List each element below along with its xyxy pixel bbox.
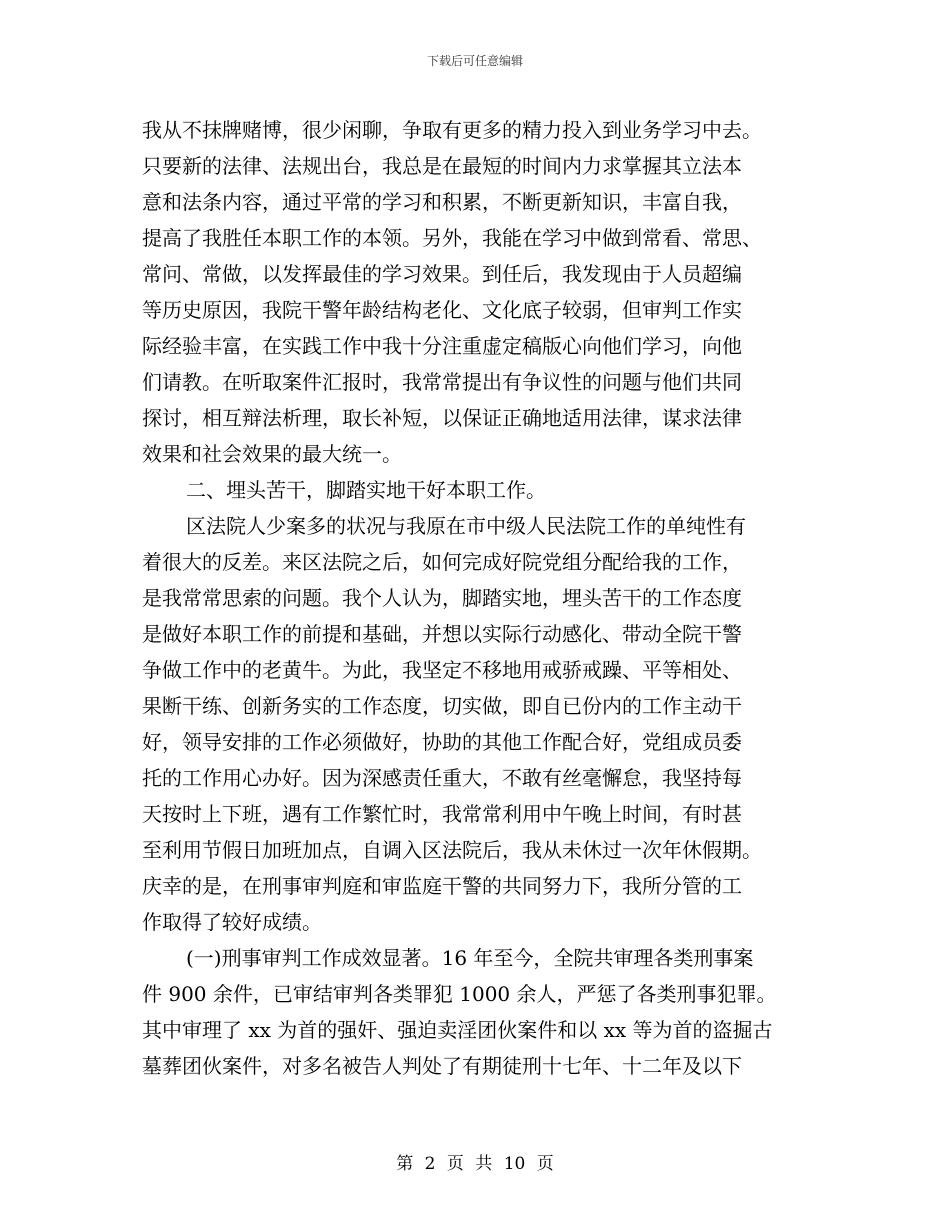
text-line: 我从不抹牌赌博，很少闲聊，争取有更多的精力投入到业务学习中去。 [142, 118, 762, 142]
text-line: 庆幸的是，在刑事审判庭和审监庭干警的共同努力下，我所分管的工 [142, 874, 742, 898]
text-line: 好，领导安排的工作必须做好，协助的其他工作配合好，党组成员委 [142, 730, 742, 754]
text-line: 果断干练、创新务实的工作态度，切实做，即自已份内的工作主动干 [142, 694, 742, 718]
text-line: 是我常常思索的问题。我个人认为，脚踏实地，埋头苦干的工作态度 [142, 586, 742, 610]
text-line: 等历史原因，我院干警年龄结构老化、文化底子较弱，但审判工作实 [142, 298, 742, 322]
text-line: (一)刑事审判工作成效显著。16 年至今，全院共审理各类刑事案 [186, 946, 754, 970]
text-line: 着很大的反差。来区法院之后，如何完成好院党组分配给我的工作， [142, 550, 742, 574]
text-line: 件 900 余件，已审结审判各类罪犯 1000 余人，严惩了各类刑事犯罪。 [142, 982, 777, 1006]
text-line: 意和法条内容，通过平常的学习和积累，不断更新知识，丰富自我， [142, 190, 742, 214]
document-body [142, 112, 802, 1084]
text-line: 只要新的法律、法规出台，我总是在最短的时间内力求掌握其立法本 [142, 154, 742, 178]
text-line: 提高了我胜任本职工作的本领。另外，我能在学习中做到常看、常思、 [142, 226, 762, 250]
text-line: 二、埋头苦干，脚踏实地干好本职工作。 [186, 478, 546, 502]
text-line: 争做工作中的老黄牛。为此，我坚定不移地用戒骄戒躁、平等相处、 [142, 658, 742, 682]
text-line: 天按时上下班，遇有工作繁忙时，我常常利用中午晚上时间，有时甚 [142, 802, 742, 826]
text-line: 探讨，相互辩法析理，取长补短，以保证正确地适用法律，谋求法律 [142, 406, 742, 430]
text-line: 际经验丰富，在实践工作中我十分注重虚定稿版心向他们学习，向他 [142, 334, 742, 358]
text-line: 区法院人少案多的状况与我原在市中级人民法院工作的单纯性有 [186, 514, 746, 538]
page-number-footer: 第 2 页 共 10 页 [396, 1154, 554, 1174]
page-header: 下载后可任意编辑 [426, 54, 523, 68]
text-line: 托的工作用心办好。因为深感责任重大，不敢有丝毫懈怠，我坚持每 [142, 766, 742, 790]
text-line: 常问、常做，以发挥最佳的学习效果。到任后，我发现由于人员超编 [142, 262, 742, 286]
text-line: 们请教。在听取案件汇报时，我常常提出有争议性的问题与他们共同 [142, 370, 742, 394]
text-line: 墓葬团伙案件，对多名被告人判处了有期徒刑十七年、十二年及以下 [142, 1054, 742, 1078]
text-line: 至利用节假日加班加点，自调入区法院后，我从未休过一次年休假期。 [142, 838, 762, 862]
text-line: 是做好本职工作的前提和基础，并想以实际行动感化、带动全院干警 [142, 622, 742, 646]
text-line: 效果和社会效果的最大统一。 [142, 442, 402, 466]
text-line: 其中审理了 xx 为首的强奸、强迫卖淫团伙案件和以 xx 等为首的盗掘古 [142, 1018, 773, 1042]
text-line: 作取得了较好成绩。 [142, 910, 322, 934]
